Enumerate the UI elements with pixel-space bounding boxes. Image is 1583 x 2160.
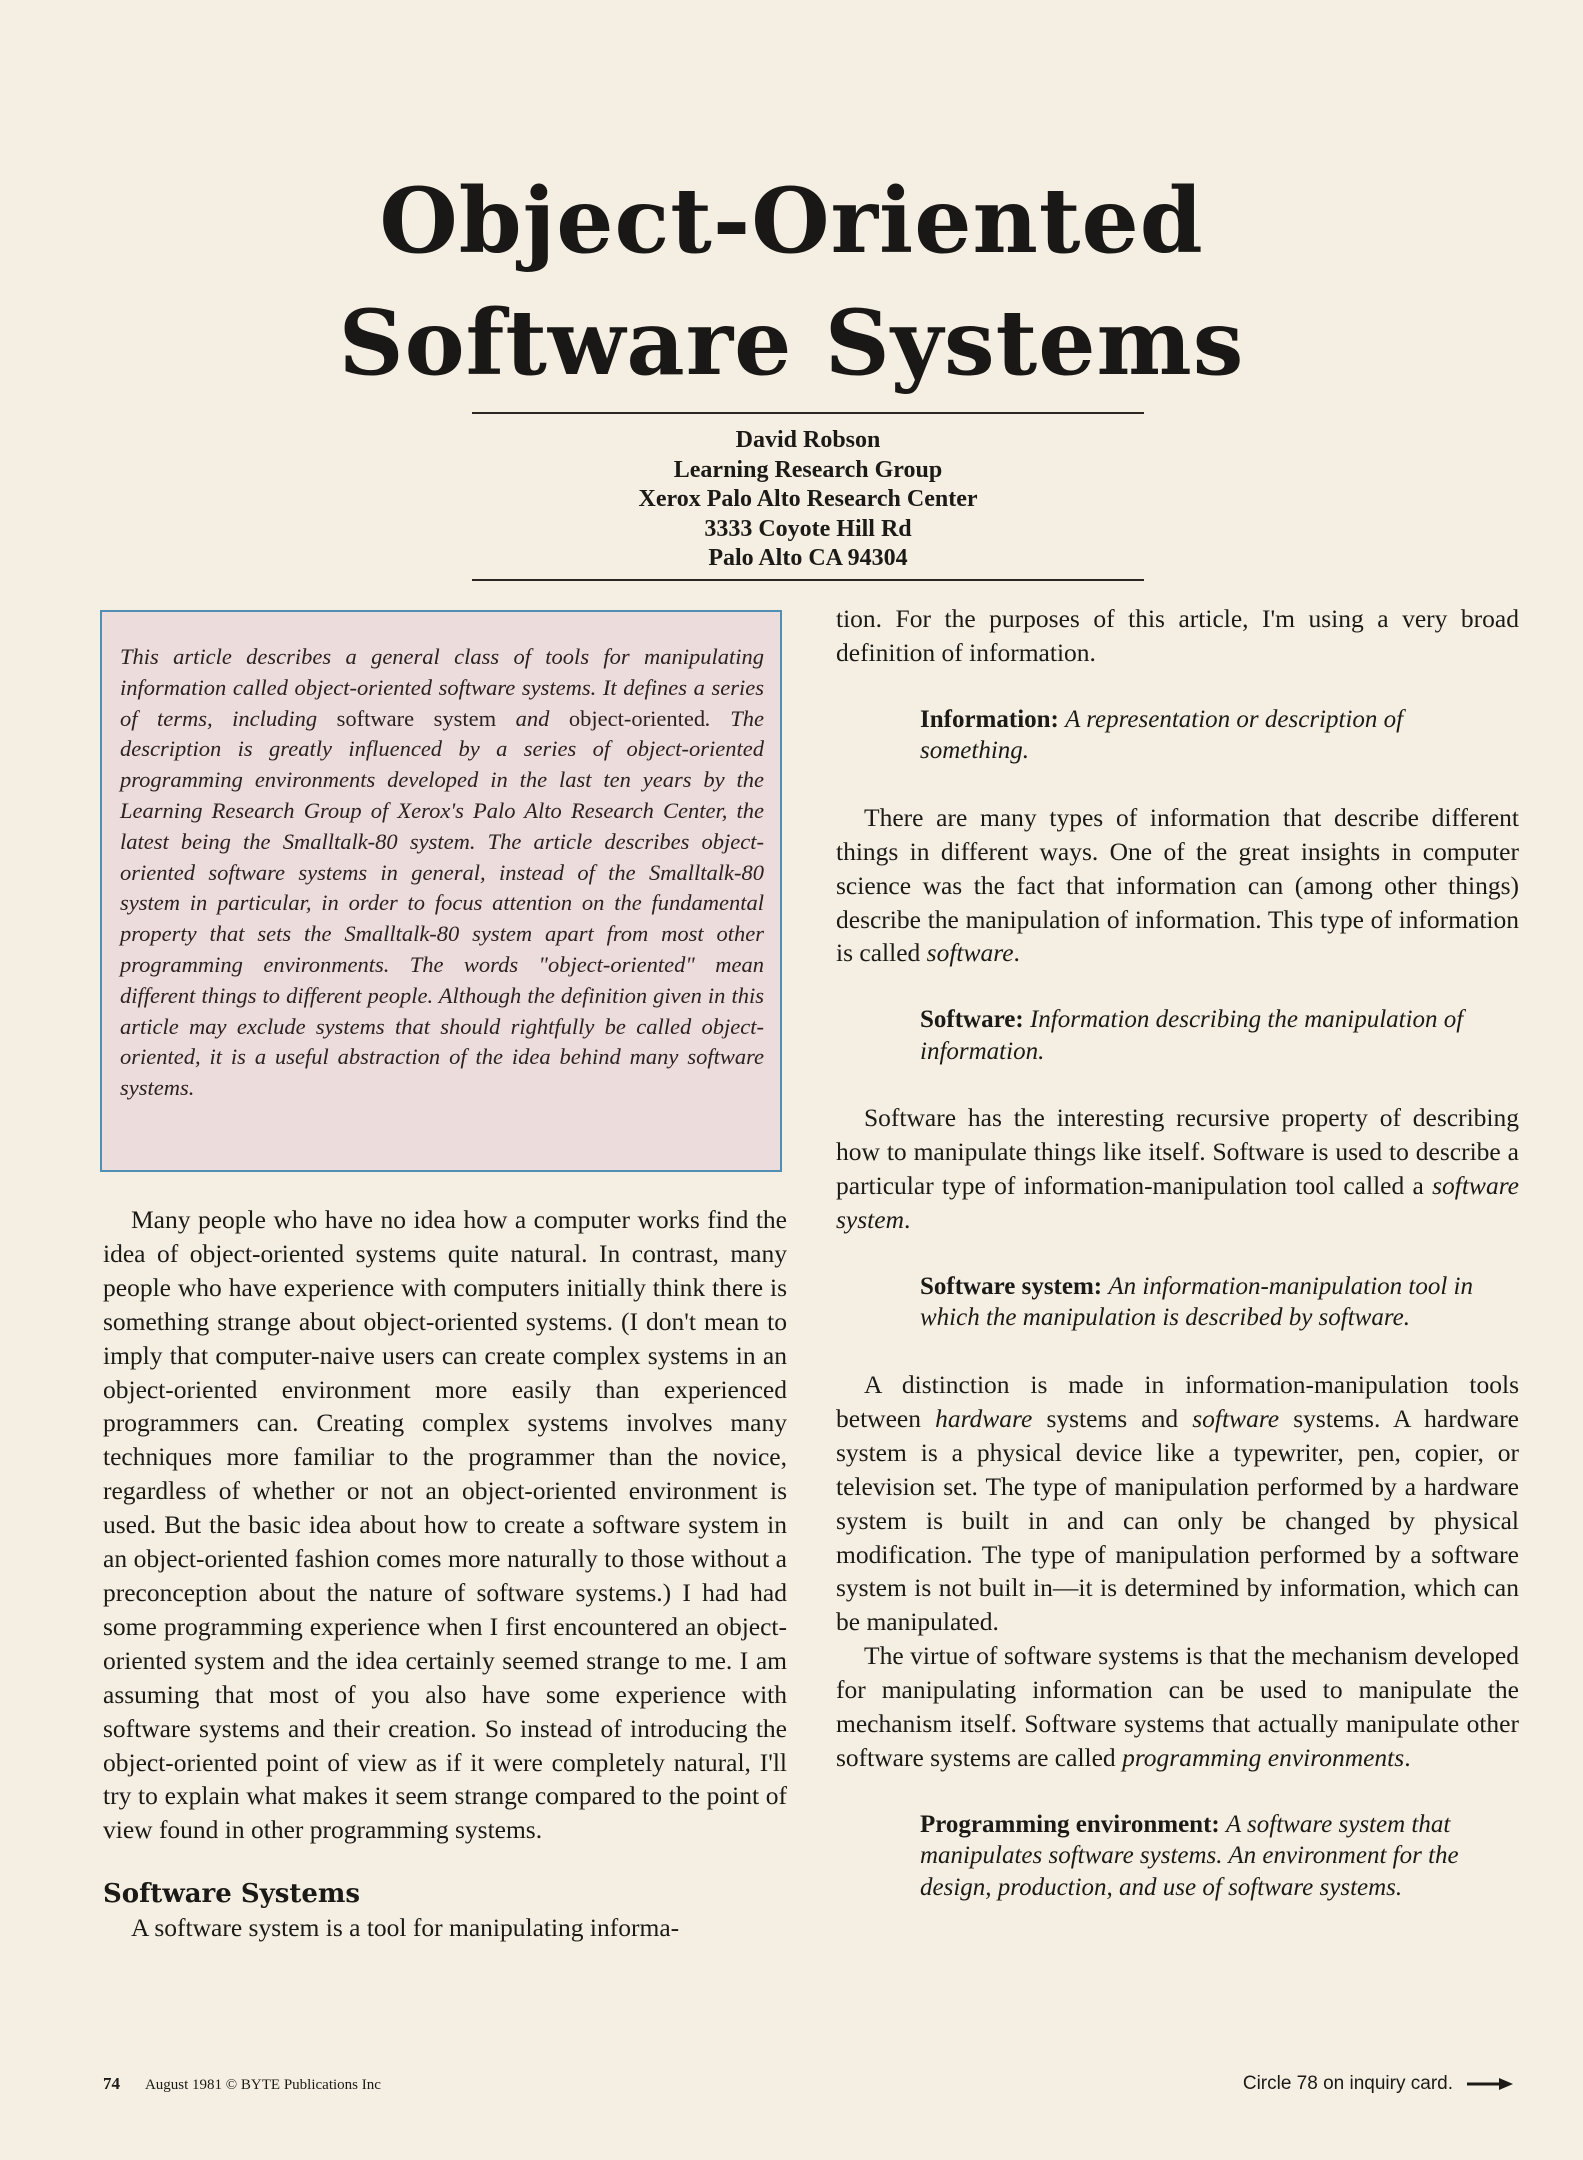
text-run: . <box>1013 938 1020 968</box>
text-run: Software has the interesting recursive property of describing how to manipulate things like itself. Software is used to describe a particular type of information-manipulation tool called a <box>836 1103 1519 1201</box>
author-group: Learning Research Group <box>673 456 943 483</box>
title-line-1: Object-Oriented <box>379 168 1204 274</box>
definition-information <box>920 704 1509 767</box>
right-column <box>836 602 1519 1903</box>
emphasis: software <box>926 938 1014 968</box>
abstract-text-1: This article describes a general class of tools for manipulating information called object-oriented software systems. It defines a series of terms, including <box>120 644 764 731</box>
section-heading: Software Systems <box>103 1879 361 1910</box>
inquiry-text: Circle 78 on inquiry card. <box>1242 2073 1453 2094</box>
abstract-term-object-oriented: object-oriented <box>568 705 706 731</box>
abstract-term-software-system: software system <box>336 705 497 731</box>
body-paragraph <box>836 1101 1519 1237</box>
emphasis: hardware <box>935 1403 1033 1433</box>
text-run: . <box>1404 1742 1411 1772</box>
emphasis: programming environments <box>1122 1742 1405 1772</box>
emphasis: software <box>1192 1403 1280 1433</box>
definition-software-system <box>920 1271 1509 1334</box>
body-paragraph <box>836 801 1519 971</box>
body-paragraph <box>836 1368 1519 1639</box>
abstract-text-3: . The description is greatly influenced by a series of object-oriented programming environments developed in the last ten years by the Learning Research Group of Xerox's Palo Alto Research Center, the latest being the Smalltalk-80 system. The article describes object-oriented software systems in general, instead of the Smalltalk-80 system in particular, in order to focus attention on the fundamental property that sets the Smalltalk-80 system apart from most other programming environments. The words "object-oriented" mean different things to different people. Although the definition given in this article may exclude systems that should rightfully be called object-oriented, it is a useful abstraction of the idea behind many software systems. <box>120 705 764 1101</box>
byline <box>472 426 1144 574</box>
definition-term: Software: <box>920 1006 1024 1034</box>
definition-term: Programming environment: <box>920 1810 1220 1838</box>
body-paragraph: A software system is a tool for manipulating informa- <box>131 1913 680 1943</box>
left-column <box>103 1203 787 1945</box>
definition-text: An information-manipulation tool in which the manipulation is described by software. <box>920 1272 1473 1332</box>
emphasis: software system <box>836 1171 1519 1235</box>
text-run: A distinction is made in information-manipulation tools between <box>836 1369 1519 1433</box>
author-city: Palo Alto CA 94304 <box>708 545 908 571</box>
right-arrow-icon <box>1467 2078 1513 2090</box>
author-organization: Xerox Palo Alto Research Center <box>638 486 978 512</box>
title-line-2: Software Systems <box>338 290 1245 396</box>
definition-text: A software system that manipulates software systems. An environment for the design, production, and use of software systems. <box>920 1810 1459 1901</box>
definition-term: Information: <box>920 705 1059 733</box>
definition-text: A representation or description of something. <box>920 705 1404 765</box>
definition-programming-environment <box>920 1809 1509 1904</box>
abstract-box <box>100 610 782 1172</box>
page-footer <box>103 2074 381 2095</box>
text-run: There are many types of information that describe different things in different ways. One of the great insights in computer science was the fact that information can (among other things) describe the manipulation of information. This type of information is called <box>836 802 1519 968</box>
abstract-text-2: and <box>496 705 569 731</box>
definition-term: Software system: <box>920 1272 1103 1300</box>
body-paragraph <box>836 1639 1519 1775</box>
body-paragraph: tion. For the purposes of this article, I'm using a very broad definition of information. <box>836 604 1519 667</box>
author-name: David Robson <box>735 427 881 453</box>
inquiry-note <box>1243 2072 1513 2096</box>
byline-bottom-rule <box>472 579 1144 581</box>
text-run: systems and <box>1032 1403 1193 1433</box>
body-paragraph: Many people who have no idea how a computer works find the idea of object-oriented systems quite natural. In contrast, many people who have experience with computers initially think there is something strange about object-oriented systems. (I don't mean to imply that computer-naive users can create complex systems in an object-oriented environment more easily than experienced programmers can. Creating complex systems involves many techniques more familiar to the programmer than the novice, regardless of whether or not an object-oriented environment is used. But the basic idea about how to create a software system in an object-oriented fashion comes more naturally to those without a preconception about the nature of software systems.) I had had some programming experience when I first encountered an object-oriented system and the idea certainly seemed strange to me. I am assuming that most of you also have some experience with software systems and their creation. So instead of introducing the object-oriented point of view as if it were completely natural, I'll try to explain what makes it seem strange compared to the point of view found in other programming systems. <box>103 1205 787 1845</box>
text-run: . <box>903 1205 911 1235</box>
text-run: The virtue of software systems is that the mechanism developed for manipulating information can be used to manipulate the mechanism itself. Software systems that actually manipulate other software systems are called <box>836 1641 1519 1772</box>
definition-software <box>920 1004 1509 1067</box>
publication-credit: August 1981 © BYTE Publications Inc <box>144 2077 381 2093</box>
definition-text: Information describing the manipulation of information. <box>920 1006 1464 1065</box>
page-number: 74 <box>103 2074 120 2093</box>
byline-top-rule <box>472 412 1144 414</box>
article-title <box>0 160 1583 404</box>
text-run: systems. A hardware system is a physical device like a typewriter, pen, copier, or television set. The type of manipulation performed by a hardware system is built in and can only be changed by physical modification. The type of manipulation performed by a software system is not built in—it is determined by information, which can be manipulated. <box>836 1403 1520 1637</box>
author-street: 3333 Coyote Hill Rd <box>704 515 912 542</box>
